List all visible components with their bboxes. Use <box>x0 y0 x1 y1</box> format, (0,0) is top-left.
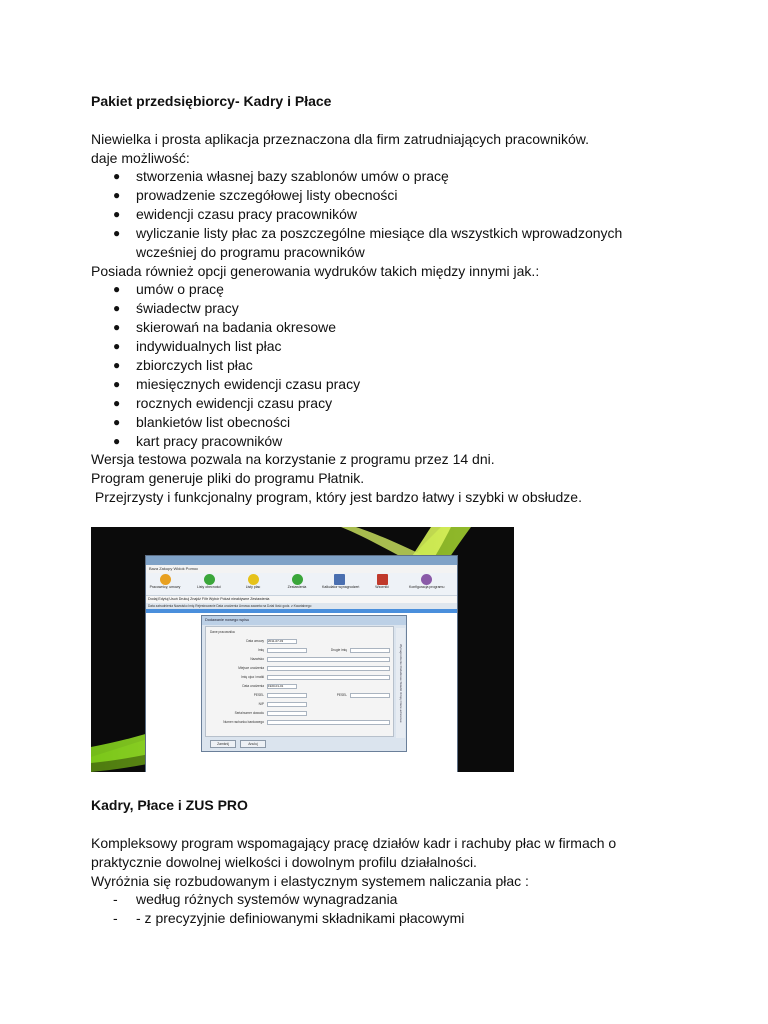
list-item: rocznych ewidencji czasu pracy <box>136 395 333 411</box>
main-toolbar <box>146 573 457 596</box>
cancel-button: Anuluj <box>240 740 266 748</box>
bullet-icon: ● <box>113 301 121 315</box>
nip-field <box>267 702 307 707</box>
bank-account-field <box>267 720 390 725</box>
field-label: PESEL <box>253 693 264 697</box>
attendance-icon <box>204 574 215 585</box>
list-item: miesięcznych ewidencji czasu pracy <box>136 376 361 392</box>
group-label: Dane pracownika <box>210 630 235 634</box>
bullet-icon: ● <box>113 188 121 202</box>
field-label: Data urodzenia <box>242 684 264 688</box>
bullet-icon: ● <box>113 320 121 334</box>
field-label: Miejsce urodzenia <box>238 666 264 670</box>
field-label: Data umowy <box>246 639 264 643</box>
paragraph: Niewielka i prosta aplikacja przeznaczona dla firm zatrudniających pracowników. <box>91 131 590 147</box>
dash-marker: - <box>113 891 118 907</box>
toolbar-button: Listy płac <box>236 574 270 594</box>
toolbar-button: Konfiguracja programu <box>409 574 443 594</box>
bullet-icon: ● <box>113 377 121 391</box>
bullet-icon: ● <box>113 396 121 410</box>
reports-icon <box>292 574 303 585</box>
paragraph: Kompleksowy program wspomagający pracę działów kadr i rachuby płac w firmach o <box>91 835 617 851</box>
toolbar-button: Pracownicy, umowy <box>148 574 182 594</box>
bullet-icon: ● <box>113 169 121 183</box>
toolbar-button: Kalkulator wynagrodzeń <box>322 574 356 594</box>
id-number-field <box>267 711 307 716</box>
field-label: Imię ojca i matki <box>241 675 264 679</box>
dialog-form <box>205 626 394 737</box>
list-item: kart pracy pracowników <box>136 433 283 449</box>
field-label: NIP <box>258 702 264 706</box>
application-screenshot <box>91 527 514 772</box>
first-name-field <box>267 648 307 653</box>
pesel-field <box>267 693 307 698</box>
list-item: - z precyzyjnie definiowanymi składnikami płacowymi <box>136 910 465 926</box>
section-title: Kadry, Płace i ZUS PRO <box>91 797 248 813</box>
grid-header: Data zatrudnienia Nazwisko Imię Rejestrowanie Data urodzenia Umowa zawarta na Dział Ilość godz. z Kwartalnego <box>146 603 457 609</box>
paragraph: Program generuje pliki do programu Płatnik. <box>91 470 365 486</box>
list-item: świadectw pracy <box>136 300 239 316</box>
field-label: Drugie imię <box>330 648 347 652</box>
toolbar-button: Zestawienia <box>280 574 314 594</box>
list-item: blankietów list obecności <box>136 414 291 430</box>
paragraph: praktycznie dowolnej wielkości i dowolnym profilu działalności. <box>91 854 477 870</box>
list-item: stworzenia własnej bazy szablonów umów o pracę <box>136 168 449 184</box>
menu-bar: Baza Zakupy Widok Pomoc <box>146 565 457 573</box>
calculator-icon <box>334 574 345 585</box>
paragraph: Posiada również opcji generowania wydruków takich między innymi jak.: <box>91 263 540 279</box>
parents-field <box>267 675 390 680</box>
dialog-title: Dodawanie nowego wpisu <box>202 616 406 625</box>
vertical-tabs: Wynagrodzenie Dodatkowe Składki Urlopy Dane adresowe <box>396 628 405 738</box>
payroll-icon <box>248 574 259 585</box>
surname-field <box>267 657 390 662</box>
list-item: ewidencji czasu pracy pracowników <box>136 206 357 222</box>
add-entry-dialog <box>201 615 407 752</box>
pesel2-field <box>350 693 390 698</box>
list-item: umów o pracę <box>136 281 224 297</box>
bullet-icon: ● <box>113 358 121 372</box>
section-title: Pakiet przedsiębiorcy- Kadry i Płace <box>91 93 332 109</box>
field-label: PESEL <box>336 693 347 697</box>
bullet-icon: ● <box>113 207 121 221</box>
date-field: 2011-07-03 <box>267 639 297 644</box>
list-item: wyliczanie listy płac za poszczególne miesiące dla wszystkich wprowadzonych <box>136 225 623 241</box>
list-item: zbiorczych list płac <box>136 357 253 373</box>
field-label: Seria/numer dowodu <box>234 711 264 715</box>
templates-icon <box>377 574 388 585</box>
settings-icon <box>421 574 432 585</box>
paragraph: Wyróżnia się rozbudowanym i elastycznym systemem naliczania płac : <box>91 873 529 889</box>
second-name-field <box>350 648 390 653</box>
dash-marker: - <box>113 910 118 926</box>
field-label: Imię <box>257 648 264 652</box>
list-item: według różnych systemów wynagradzania <box>136 891 398 907</box>
list-item-continuation: wcześniej do programu pracowników <box>136 244 365 260</box>
action-toolbar: Dodaj Edytuj Usuń Drukuj Znajdź Filtr Wybór Pokaż nieaktywne Zestawienia <box>146 596 457 603</box>
birthplace-field <box>267 666 390 671</box>
field-label: Numer rachunku bankowego <box>223 720 264 724</box>
bullet-icon: ● <box>113 282 121 296</box>
paragraph: daje możliwość: <box>91 150 190 166</box>
toolbar-button: Listy obecności <box>192 574 226 594</box>
bullet-icon: ● <box>113 339 121 353</box>
bullet-icon: ● <box>113 226 121 240</box>
paragraph: Przejrzysty i funkcjonalny program, który jest bardzo łatwy i szybki w obsłudze. <box>91 489 582 505</box>
bullet-icon: ● <box>113 415 121 429</box>
field-label: Nazwisko <box>250 657 264 661</box>
bullet-icon: ● <box>113 434 121 448</box>
close-button: Zamknij <box>210 740 236 748</box>
paragraph: Wersja testowa pozwala na korzystanie z programu przez 14 dni. <box>91 451 495 467</box>
list-item: prowadzenie szczegółowej listy obecności <box>136 187 398 203</box>
employees-icon <box>160 574 171 585</box>
list-item: skierowań na badania okresowe <box>136 319 337 335</box>
toolbar-button: Wzorniki <box>365 574 399 594</box>
window-title-bar <box>146 556 457 565</box>
list-item: indywidualnych list płac <box>136 338 282 354</box>
birthdate-field: 1920-01-01 <box>267 684 297 689</box>
